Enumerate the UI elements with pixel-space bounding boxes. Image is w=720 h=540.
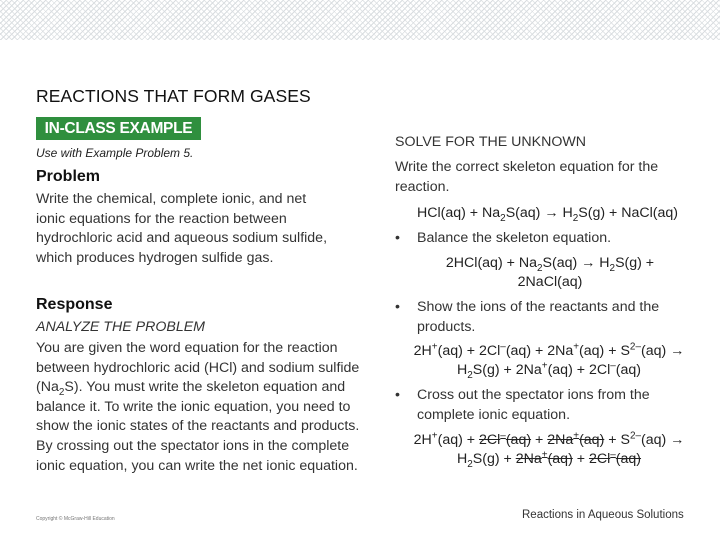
bullet-balance: • Balance the skeleton equation. bbox=[395, 230, 612, 246]
complete-ionic-equation: $2H^+(aq) + 2Cl^-(aq) + 2Na^+(aq) + S^{2-}(aq)$ → $H_2S(g) + 2Na^+(aq) + 2Cl^-(aq)$ bbox=[413, 341, 685, 381]
skeleton-equation: $HCl(aq) + Na_2S(aq) \to H_2S(g)$ + NaCl(aq) bbox=[416, 205, 678, 224]
problem-text: Write the chemical, complete ionic, and net ionic equations for the reaction between hydrochloric acid and aqueous sodium sulfide, which produces hydrogen sulfide gas. bbox=[36, 191, 328, 266]
use-with-note: Use with Example Problem 5. bbox=[36, 146, 194, 160]
analyze-heading: ANALYZE THE PROBLEM bbox=[36, 319, 205, 335]
strike-sodium-right: 2Na+(aq) bbox=[515, 449, 573, 467]
bullet-cross-out: • Cross out the spectator ions from the complete ionic equation. bbox=[395, 387, 650, 423]
crossed-ionic-equation: $2H^+(aq) + 2Cl^-(aq) + 2Na^+(aq) + S^{2-}(aq)$ → $H_2S(g) + 2Na^+(aq) + 2Cl^-(aq)$ bbox=[413, 430, 685, 470]
problem-heading: Problem bbox=[36, 168, 101, 185]
strike-chloride-right: 2Cl–(aq) bbox=[588, 449, 642, 467]
strike-chloride-left: 2Cl–(aq) bbox=[479, 430, 532, 448]
copyright-note: Copyright © McGraw-Hill Education bbox=[36, 516, 115, 522]
skeleton-instruction: Write the correct skeleton equation for the reaction. bbox=[395, 159, 659, 195]
balanced-equation: $2HCl(aq) + Na_2S(aq) \to H_2S(g)$ + 2NaCl(aq) bbox=[445, 255, 655, 290]
response-heading: Response bbox=[36, 296, 113, 313]
slide-title: REACTIONS THAT FORM GASES bbox=[36, 86, 311, 106]
response-text: You are given the word equation for the reaction between hydrochloric acid (HCl) and sodium sulfide $(Na_2S)$. You must write the skeleton equation and balance it. To write the ionic equation, you need to show the ionic states of the reactants and products. By crossing out the spectator ions in the complete ionic equation, you can write the net ionic equation. bbox=[36, 340, 360, 474]
decorative-top-band bbox=[0, 0, 720, 40]
in-class-example-badge: IN-CLASS EXAMPLE bbox=[36, 117, 201, 140]
footer-chapter-title: Reactions in Aqueous Solutions bbox=[522, 509, 684, 521]
strike-sodium-left: 2Na+(aq) bbox=[547, 430, 605, 448]
solve-heading: SOLVE FOR THE UNKNOWN bbox=[395, 134, 587, 150]
bullet-show-ions: • Show the ions of the reactants and the products. bbox=[395, 299, 660, 335]
